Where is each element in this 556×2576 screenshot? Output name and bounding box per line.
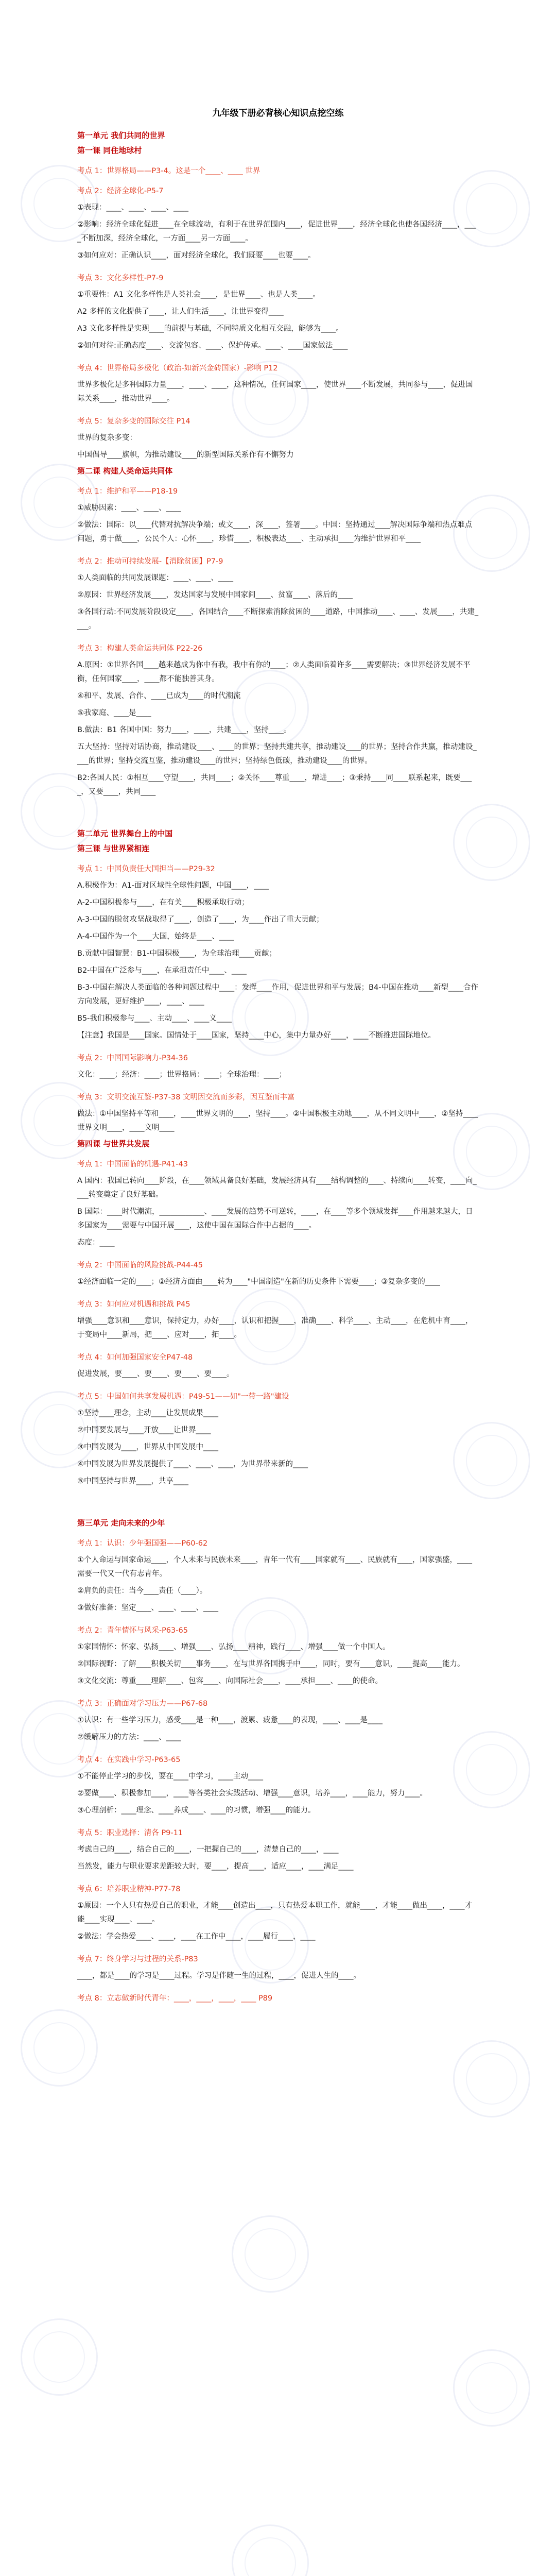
- fill-in-line: ③心理剖析：____理念、____养成____、____的习惯，增强____的能力。: [77, 1806, 316, 1815]
- fill-in-line: A-4-中国作为一个____大国，始终是____、____: [77, 933, 234, 941]
- fill-in-line: ②中国要发展与____开放____让世界____: [77, 1426, 211, 1434]
- fill-in-line: 中国倡导____旗帜，为推动建设____的新型国际关系作有不懈努力: [77, 451, 294, 459]
- lesson-heading: 第二课 构建人类命运共同体: [77, 466, 173, 476]
- fill-in-line: B-3-中国在解决人类面临的各种问题过程中____：发挥____作用，促进世界和平与发展；B4-中国在推动____新型____合作方向发展，更好维护____，____、____: [77, 984, 479, 1006]
- key-point-heading: 考点 5：中国如何共享发展机遇：P49-51——如"一带一路"建设: [77, 1393, 289, 1401]
- unit-heading: 第一单元 我们共同的世界: [77, 131, 165, 140]
- fill-in-line: 五大坚持：坚持对话协商，推动建设____、____的世界；坚持共建共享，推动建设____的世界；坚持合作共赢，推动建设____的世界；坚持交流互鉴，推动建设____的世界；坚持绿色低碳，推动建设____的世界。: [77, 743, 477, 765]
- fill-in-line: ①人类面临的共同发展课题：____、____、____: [77, 574, 233, 582]
- key-point-heading: 考点 1：世界格局——P3-4。这是一个____、____ 世界: [77, 167, 260, 175]
- key-point-heading: 考点 2：青年情怀与风采-P63-65: [77, 1626, 188, 1635]
- fill-in-line: A3 文化多样性是实现____的前提与基础，不同特质文化相互交融，能够为____。: [77, 325, 343, 333]
- fill-in-line: ②缓解压力的方法：____、____: [77, 1733, 181, 1741]
- fill-in-line: 【注意】我国是____国家。国情处于____国家，坚持____中心，集中力量办好____，____不断推进国际地位。: [77, 1031, 436, 1040]
- fill-in-line: B2-中国在广泛参与____，在承担责任中____、____: [77, 967, 247, 975]
- key-point-heading: 考点 3：构建人类命运共同体 P22-26: [77, 645, 203, 653]
- fill-in-line: ②原因：世界经济发展____，发达国家与发展中国家间____、贫富____、落后的____: [77, 591, 353, 599]
- unit-heading: 第三单元 走向未来的少年: [77, 1518, 165, 1528]
- lesson-heading: 第一课 同住地球村: [77, 146, 142, 155]
- key-point-heading: 考点 5：职业选择：清各 P9-11: [77, 1829, 183, 1837]
- fill-in-line: A2 多样的文化提供了____，让人们生活____，让世界变得____: [77, 308, 284, 316]
- key-point-heading: 考点 1：认识：少年强国强——P60-62: [77, 1539, 208, 1548]
- fill-in-line: ①家国情怀：怀家、弘扬____、增强____、弘扬____精神，践行____、增强____做一个中国人。: [77, 1643, 390, 1651]
- key-point-heading: 考点 3：文明交流互鉴-P37-38 文明因交流而多彩，因互鉴而丰富: [77, 1093, 295, 1101]
- page-title: 九年级下册必背核心知识点挖空练: [212, 108, 344, 118]
- lesson-heading: 第四课 与世界共发展: [77, 1139, 150, 1148]
- fill-in-line: ③各国行动:不同发展阶段设定____，各国结合____不断探索消除贫困的____道路，中国推动____、____、发展____，共建____。: [77, 608, 479, 630]
- fill-in-line: 世界的复杂多变：: [77, 434, 137, 442]
- key-point-heading: 考点 2：中国面临的风险挑战-P44-45: [77, 1261, 203, 1269]
- key-point-heading: 考点 8：立志做新时代青年：____，____，____，____ P89: [77, 1994, 273, 2003]
- key-point-heading: 考点 2：中国国际影响力-P34-36: [77, 1054, 188, 1062]
- fill-in-line: 促进发展，要____、要____、要____、要____。: [77, 1370, 234, 1378]
- fill-in-line: B.贡献中国智慧：B1-中国积极____，为全球治理____贡献；: [77, 950, 276, 958]
- fill-in-line: 世界多极化是多种国际力量____，____、____，这种情况，任何国家____，使世界____不断发展，共同参与____，促进国际关系____，推动世界____。: [77, 381, 473, 403]
- key-point-heading: 考点 3：文化多样性-P7-9: [77, 274, 164, 282]
- key-point-heading: 考点 1：中国负责任大国担当——P29-32: [77, 865, 215, 873]
- fill-in-line: A 国内：我国已转向____阶段，在____领域具备良好基础，发展经济具有____结构调整的____、持续向____转变，____向____转变奠定了良好基础。: [77, 1177, 477, 1199]
- key-point-heading: 考点 6：培养职业精神-P77-78: [77, 1885, 181, 1893]
- key-point-heading: 考点 1：中国面临的机遇-P41-43: [77, 1160, 188, 1168]
- fill-in-line: 文化：____；经济：____；世界格局：____；全球治理：____；: [77, 1071, 286, 1079]
- key-point-heading: 考点 4：如何加强国家安全P47-48: [77, 1353, 193, 1362]
- fill-in-line: ⑤中国坚持与世界____，共享____: [77, 1477, 188, 1485]
- fill-in-line: 考虑自己的____，结合自己的____，一把握自己的____，清楚自己的____，____: [77, 1845, 339, 1854]
- fill-in-line: ①认识：有一些学习压力，感受____是一种____，渡累、疲惫____的表现，____、____是____: [77, 1716, 383, 1724]
- fill-in-line: B.做法：B1 各国中国：努力____，____，共建____，坚持____。: [77, 726, 291, 734]
- fill-in-line: ①威胁因素：____、____、____: [77, 504, 181, 512]
- fill-in-line: ①表现：____、____、____、____: [77, 204, 188, 212]
- key-point-heading: 考点 7：终身学习与过程的关系-P83: [77, 1955, 198, 1963]
- unit-spacer: [77, 1492, 479, 1510]
- key-point-heading: 考点 2：经济全球化-P5-7: [77, 187, 164, 195]
- fill-in-line: ③如何应对：正确认识____，面对经济全球化，我们既要____也要____。: [77, 251, 316, 260]
- fill-in-line: ②做法：学会热爱____、____，____在工作中____，____履行____，____: [77, 1933, 316, 1941]
- unit-heading: 第二单元 世界舞台上的中国: [77, 829, 173, 838]
- fill-in-line: ②国际视野：了解____积极关切____事务____，在与世界各国携手中____，同时，要有____意识，____提高____能力。: [77, 1660, 465, 1668]
- fill-in-line: 做法：①中国坚持平等和____，____世界文明的____，坚持____。②中国积极主动地____，从不同文明中____，②坚持____世界文明____，____文明____: [77, 1110, 478, 1132]
- fill-in-line: B5-我们积极参与____、主动____、____义____: [77, 1014, 232, 1023]
- fill-in-line: 当然发，能力与职业要求差距较大时，要____，提高____，适应____，____满足____: [77, 1862, 354, 1871]
- key-point-heading: 考点 2：推动可持续发展-【消除贫困】P7-9: [77, 557, 223, 566]
- fill-in-line: ⑤我家庭、____是____: [77, 709, 151, 717]
- fill-in-line: ②如何对待:正确态度____、交流包容、____、保护传承。____、____国家做法____: [77, 342, 348, 350]
- key-point-heading: 考点 4：世界格局多极化（政治-如新兴金砖国家）-影响 P12: [77, 364, 278, 372]
- key-point-heading: 考点 4：在实践中学习-P63-65: [77, 1756, 181, 1764]
- fill-in-line: ④和平、发展、合作、____已成为____的时代潮流: [77, 692, 241, 700]
- fill-in-line: ①个人命运与国家命运____，个人未来与民族未来____，青年一代有____国家就有____、民族就有____，国家强盛，____需要一代又一代有志青年。: [77, 1556, 472, 1578]
- worksheet-content: [77, 130, 479, 2003]
- fill-in-line: ④中国发展为世界发展提供了____、____、____，为世界带来新的____: [77, 1460, 308, 1468]
- key-point-heading: 考点 3：如何应对机遇和挑战 P45: [77, 1300, 190, 1309]
- fill-in-line: ②要做____、积极参加____，____等各类社会实践活动、增强____意识，培养____，____能力，努力____。: [77, 1789, 427, 1798]
- fill-in-line: A-2-中国积极参与____，在有关____积极承取行动；: [77, 899, 249, 907]
- fill-in-line: ____，都是____的学习是____过程。学习是伴随一生的过程，____，促进人生的____。: [77, 1972, 361, 1980]
- fill-in-line: ③中国发展为____，世界从中国发展中____: [77, 1443, 218, 1451]
- fill-in-line: B2:各国人民：①相互____守望____，共同____；②关怀____尊重____，增进____；③秉持____同____联系起来，既要____，又要____，共同____: [77, 774, 472, 796]
- key-point-heading: 考点 1：维护和平——P18-19: [77, 487, 178, 496]
- fill-in-line: ①重要性：A1 文化多样性是人类社会____，是世界____、也是人类____。: [77, 291, 320, 299]
- fill-in-line: 态度：____: [77, 1239, 115, 1247]
- key-point-heading: 考点 3：正确面对学习压力——P67-68: [77, 1700, 208, 1708]
- fill-in-line: ③做好准备：坚定____、____、____、____: [77, 1604, 218, 1612]
- fill-in-line: A.原因：①世界各国____越来越成为你中有我，我中有你的____；②人类面临着许多____需要解决；③世界经济发展不平衡，任何国家____，____都不能独善其身。: [77, 661, 471, 683]
- fill-in-line: ②影响：经济全球化促进____在全球流动，有利于在世界范围内____，促进世界____，经济全球化也使各国经济____，____不断加深，经济全球化，一方面____另一方面____。: [77, 221, 476, 243]
- fill-in-line: ①原因：一个人只有热爱自己的职业，才能____创造出____，只有热爱本职工作，就能____，才能____做出____，____才能____实现____、____。: [77, 1902, 472, 1924]
- fill-in-line: ①不能停止学习的步伐，要在____中学习，____主动____: [77, 1772, 263, 1781]
- fill-in-line: 增强____意识和____意识，保持定力，办好____，认识和把握____，准确____、科学____、主动____，在危机中育____，于变局中____新局，把____、应对____，拓____。: [77, 1317, 473, 1339]
- unit-spacer: [77, 802, 479, 821]
- fill-in-line: B 国际：____时代潮流，____________、____发展的趋势不可逆转，____，在____等多个领域发挥____作用越来越大，日多国家为____需要与中国开展____，这使中国在国际合作中占据的____。: [77, 1208, 473, 1230]
- fill-in-line: A-3-中国的脱贫攻坚战取得了____，创造了____，为____作出了重大贡献；: [77, 916, 324, 924]
- lesson-heading: 第三课 与世界紧相连: [77, 844, 150, 853]
- fill-in-line: ③文化交流：尊重____理解____、包容____、向国际社会____，____承担____、____的使命。: [77, 1677, 383, 1685]
- key-point-heading: 考点 5：复杂多变的国际交往 P14: [77, 417, 190, 426]
- fill-in-line: ②肩负的责任：当今____责任（____）。: [77, 1587, 207, 1595]
- fill-in-line: ①经济面临一定的____；②经济方面由____转为____"中国制造"在新的历史条件下需要____；③复杂多变的____: [77, 1278, 440, 1286]
- fill-in-line: ①坚持____理念，主动____让发展成果____: [77, 1409, 218, 1417]
- fill-in-line: ②做法：国际：以____代替对抗解决争端；或文____，深____，签署____。中国：坚持通过____解决国际争端和热点难点问题，勇于做____，公民个人：心怀____，珍惜____，积极表达____、主动承担____为维护世界和平____: [77, 521, 472, 543]
- fill-in-line: A.积极作为：A1-面对区域性全球性问题，中国____，____: [77, 882, 269, 890]
